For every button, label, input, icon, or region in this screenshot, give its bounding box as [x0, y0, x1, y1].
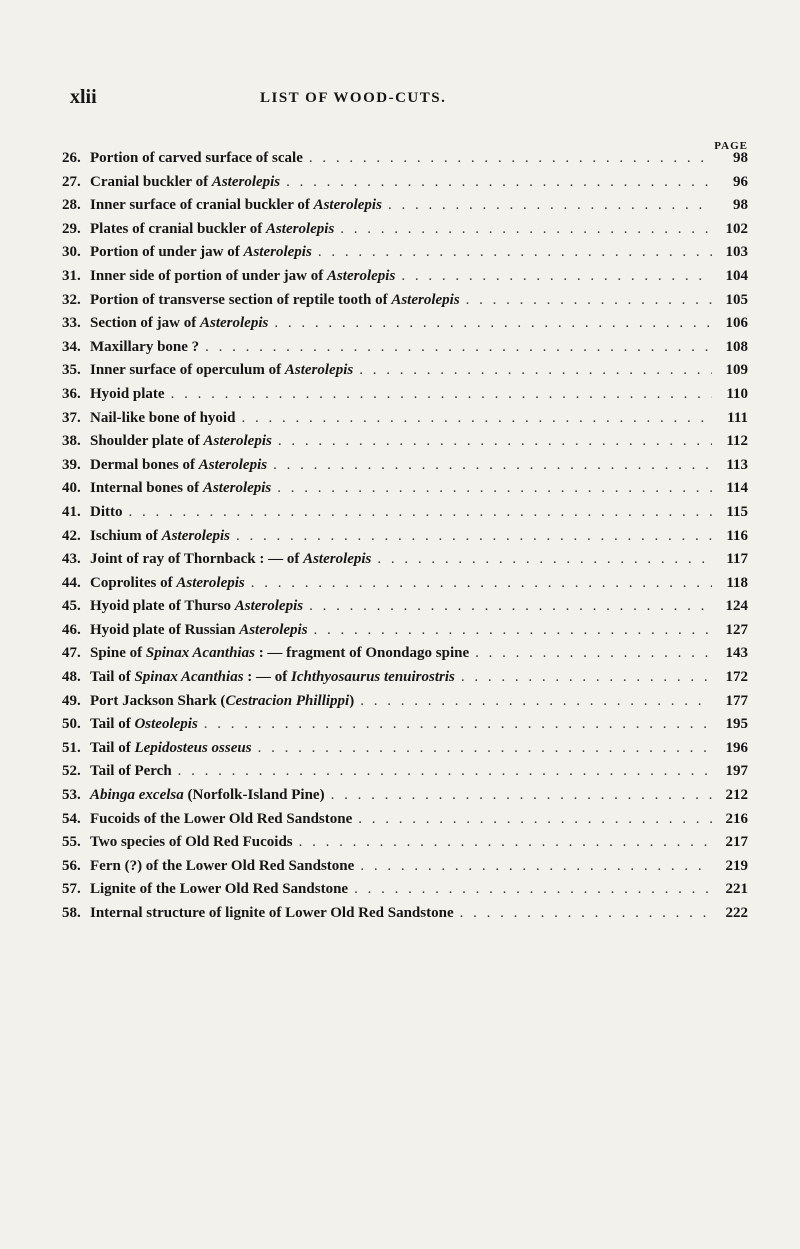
entry-title-text: Two species of Old Red Fucoids	[90, 834, 293, 851]
leader-dots	[314, 622, 712, 639]
entry-title	[90, 551, 371, 568]
entry-title-italic: Asterolepis	[198, 456, 268, 473]
entry-title-text: Plates of cranial buckler of	[90, 220, 266, 237]
entry-title	[90, 528, 230, 545]
list-item	[62, 150, 748, 174]
entry-title-text: Cranial buckler of	[90, 173, 212, 190]
entry-title-italic: Asterolepis	[234, 598, 304, 615]
entry-number: 52.	[62, 763, 81, 780]
entry-title-italic: Asterolepis	[202, 480, 272, 497]
list-item	[62, 244, 748, 268]
entry-number: 33.	[62, 315, 81, 332]
entry-number: 39.	[62, 456, 81, 473]
entry-page: 124	[725, 598, 748, 615]
leader-dots	[286, 174, 712, 191]
list-item	[62, 362, 748, 386]
entry-number: 50.	[62, 716, 81, 733]
leader-dots	[360, 693, 712, 710]
entry-page: 143	[725, 645, 748, 662]
list-item	[62, 292, 748, 316]
entry-title-text: )	[349, 692, 355, 709]
entry-title	[90, 315, 268, 332]
entry-title-italic: Asterolepis	[265, 220, 335, 237]
entry-title	[90, 174, 280, 191]
entry-title	[90, 480, 271, 497]
list-item	[62, 174, 748, 198]
entry-page: 106	[725, 315, 748, 332]
leader-dots	[340, 221, 712, 238]
entry-page: 217	[725, 834, 748, 851]
entry-title-italic: Asterolepis	[243, 244, 312, 261]
entry-title-text: Inner surface of operculum of	[90, 362, 285, 379]
entry-title	[90, 811, 352, 828]
entry-title-italic: Asterolepis	[203, 433, 272, 450]
entry-number: 41.	[62, 503, 81, 520]
leader-dots	[359, 362, 712, 379]
entry-title	[90, 457, 267, 474]
entry-number: 37.	[62, 409, 81, 426]
leader-dots	[171, 386, 712, 403]
entry-title-text: Tail of Perch	[90, 763, 172, 780]
entry-page: 172	[725, 669, 748, 686]
entry-title	[90, 292, 460, 309]
leader-dots	[277, 480, 712, 497]
entry-title-italic: Asterolepis	[326, 267, 396, 284]
leader-dots	[274, 315, 712, 332]
entry-page: 111	[727, 409, 748, 426]
entry-title-italic: Osteolepis	[134, 716, 198, 733]
list-item	[62, 740, 748, 764]
list-item	[62, 480, 748, 504]
entry-number: 36.	[62, 385, 81, 402]
list-item	[62, 386, 748, 410]
entry-number: 49.	[62, 692, 81, 709]
leader-dots	[278, 433, 712, 450]
list-item	[62, 268, 748, 292]
leader-dots	[309, 150, 712, 167]
entry-number: 54.	[62, 810, 81, 827]
entry-title-italic: Abinga excelsa	[90, 787, 184, 804]
leader-dots	[388, 197, 712, 214]
entry-title-text: Hyoid plate of Thurso	[90, 598, 235, 615]
leader-dots	[318, 244, 712, 261]
list-item	[62, 575, 748, 599]
entry-page: 195	[725, 716, 748, 733]
entry-title	[90, 221, 334, 238]
entry-page: 108	[725, 338, 748, 355]
entry-number: 44.	[62, 574, 81, 591]
entry-title	[90, 740, 252, 757]
entry-number: 32.	[62, 291, 81, 308]
entry-title-text: Dermal bones of	[90, 456, 199, 473]
list-item	[62, 645, 748, 669]
woodcut-list	[62, 150, 748, 929]
entry-title-text: : — of	[243, 669, 292, 686]
entry-number: 51.	[62, 739, 81, 756]
entry-title	[90, 669, 455, 686]
entry-number: 53.	[62, 787, 81, 804]
entry-title-text: (Norfolk-Island Pine)	[183, 787, 325, 804]
entry-title-text: Tail of	[90, 669, 135, 686]
entry-title-italic: Ichthyosaurus tenuirostris	[291, 669, 455, 686]
entry-title	[90, 881, 348, 898]
entry-title-text: Port Jackson Shark (	[90, 692, 226, 709]
list-item	[62, 811, 748, 835]
entry-title	[90, 433, 272, 450]
entry-page: 98	[733, 150, 748, 166]
entry-page: 117	[726, 551, 748, 568]
leader-dots	[460, 905, 712, 922]
entry-page: 115	[726, 503, 748, 520]
entry-number: 46.	[62, 621, 81, 638]
entry-title	[90, 197, 382, 214]
entry-title-italic: Spinax Acanthias	[134, 669, 244, 686]
entry-number: 47.	[62, 645, 81, 662]
entry-page: 109	[725, 362, 748, 379]
entry-title-text: Ditto	[90, 503, 123, 520]
entry-page: 196	[725, 739, 748, 756]
entry-page: 104	[725, 267, 748, 284]
entry-title-italic: Asterolepis	[239, 621, 308, 638]
list-item	[62, 669, 748, 693]
leader-dots	[204, 716, 712, 733]
leader-dots	[377, 551, 712, 568]
entry-title-text: : — fragment of Onondago spine	[254, 645, 470, 662]
entry-title	[90, 410, 235, 427]
entry-title	[90, 362, 353, 379]
entry-page: 216	[725, 810, 748, 827]
entry-number: 57.	[62, 881, 81, 898]
running-head-title: LIST OF WOOD-CUTS.	[260, 90, 447, 106]
leader-dots	[258, 740, 712, 757]
leader-dots	[461, 669, 712, 686]
entry-title-text: Hyoid plate	[90, 385, 165, 402]
entry-title-text: Nail-like bone of hyoid	[90, 409, 236, 426]
entry-number: 26.	[62, 150, 81, 166]
list-item	[62, 433, 748, 457]
entry-number: 42.	[62, 527, 81, 544]
list-item	[62, 598, 748, 622]
entry-page: 103	[725, 244, 748, 261]
entry-title	[90, 504, 123, 521]
entry-title	[90, 598, 303, 615]
entry-page: 110	[726, 385, 748, 402]
entry-title-text: Fucoids of the Lower Old Red Sandstone	[90, 810, 353, 827]
leader-dots	[236, 528, 712, 545]
list-item	[62, 315, 748, 339]
entry-title	[90, 858, 354, 875]
entry-title	[90, 787, 325, 804]
list-item	[62, 693, 748, 717]
entry-title-italic: Lepidosteus osseus	[134, 739, 252, 756]
entry-title	[90, 339, 199, 356]
entry-page: 96	[733, 173, 748, 190]
entry-title-italic: Cestracion Phillippi	[225, 692, 350, 709]
entry-number: 34.	[62, 338, 81, 355]
entry-title-italic: Asterolepis	[211, 173, 281, 190]
entry-title	[90, 622, 308, 639]
entry-page: 197	[725, 763, 748, 780]
entry-title-italic: Asterolepis	[284, 362, 354, 379]
entry-title-italic: Asterolepis	[303, 551, 372, 568]
list-item	[62, 528, 748, 552]
entry-page: 221	[725, 881, 748, 898]
leader-dots	[358, 811, 712, 828]
entry-title	[90, 905, 454, 922]
entry-title-italic: Spinax Acanthias	[145, 645, 255, 662]
entry-page: 116	[726, 527, 748, 544]
leader-dots	[205, 339, 712, 356]
list-item	[62, 787, 748, 811]
entry-title-text: Portion of transverse section of reptile tooth of	[90, 291, 392, 308]
entry-number: 27.	[62, 173, 81, 190]
entry-title-text: Hyoid plate of Russian	[90, 621, 240, 638]
entry-page: 102	[725, 220, 748, 237]
entry-title-italic: Asterolepis	[313, 197, 382, 214]
entry-title-text: Ischium of	[90, 527, 162, 544]
entry-title-text: Portion of under jaw of	[90, 244, 244, 261]
entry-page: 98	[733, 197, 748, 214]
leader-dots	[466, 292, 712, 309]
entry-title	[90, 645, 469, 662]
list-item	[62, 457, 748, 481]
list-item	[62, 410, 748, 434]
entry-number: 31.	[62, 267, 81, 284]
page-number: xlii	[70, 86, 97, 108]
entry-number: 35.	[62, 362, 81, 379]
entry-number: 58.	[62, 905, 81, 921]
entry-number: 48.	[62, 669, 81, 686]
entry-title	[90, 763, 172, 780]
list-item	[62, 622, 748, 646]
entry-title-text: Internal structure of lignite of Lower Old Red Sandstone	[90, 905, 454, 921]
entry-title	[90, 834, 293, 851]
entry-title	[90, 575, 245, 592]
entry-title-text: Maxillary bone ?	[90, 338, 200, 355]
entry-title-text: Lignite of the Lower Old Red Sandstone	[90, 881, 349, 898]
list-item	[62, 858, 748, 882]
page-column-heading: PAGE	[714, 140, 748, 152]
list-item	[62, 504, 748, 528]
leader-dots	[178, 763, 712, 780]
list-item	[62, 905, 748, 929]
entry-page: 113	[726, 456, 748, 473]
list-item	[62, 551, 748, 575]
leader-dots	[273, 457, 712, 474]
entry-page: 219	[725, 857, 748, 874]
entry-title-text: Internal bones of	[90, 480, 203, 497]
entry-title-text: Inner side of portion of under jaw of	[90, 267, 327, 284]
list-item	[62, 339, 748, 363]
leader-dots	[241, 410, 712, 427]
entry-title-text: Coprolites of	[90, 574, 177, 591]
list-item	[62, 197, 748, 221]
entry-page: 127	[725, 621, 748, 638]
list-item	[62, 763, 748, 787]
entry-number: 55.	[62, 834, 81, 851]
leader-dots	[401, 268, 712, 285]
entry-number: 45.	[62, 598, 81, 615]
entry-title-text: Tail of	[90, 716, 135, 733]
entry-page: 212	[725, 787, 748, 804]
entry-title	[90, 693, 354, 710]
entry-title	[90, 716, 198, 733]
entry-title	[90, 244, 312, 261]
entry-number: 30.	[62, 244, 81, 261]
entry-number: 40.	[62, 480, 81, 497]
entry-number: 38.	[62, 433, 81, 450]
entry-number: 56.	[62, 857, 81, 874]
entry-title-italic: Asterolepis	[199, 315, 269, 332]
leader-dots	[251, 575, 712, 592]
entry-title	[90, 268, 395, 285]
running-head	[70, 86, 730, 110]
entry-page: 105	[725, 291, 748, 308]
entry-page: 114	[726, 480, 748, 497]
list-item	[62, 834, 748, 858]
entry-number: 28.	[62, 197, 81, 214]
entry-title-text: Tail of	[90, 739, 135, 756]
entry-page: 112	[726, 433, 748, 450]
leader-dots	[331, 787, 712, 804]
list-item	[62, 221, 748, 245]
entry-title-text: Fern (?) of the Lower Old Red Sandstone	[90, 857, 355, 874]
entry-title-text: Section of jaw of	[90, 315, 200, 332]
list-item	[62, 716, 748, 740]
entry-title-italic: Asterolepis	[161, 527, 231, 544]
leader-dots	[475, 645, 712, 662]
entry-title-italic: Asterolepis	[391, 291, 460, 308]
leader-dots	[360, 858, 712, 875]
entry-title	[90, 386, 165, 403]
entry-title-text: Portion of carved surface of scale	[90, 150, 303, 166]
leader-dots	[299, 834, 712, 851]
leader-dots	[309, 598, 712, 615]
entry-page: 177	[725, 692, 748, 709]
entry-number: 29.	[62, 220, 81, 237]
entry-page: 118	[726, 574, 748, 591]
leader-dots	[354, 881, 712, 898]
entry-page: 222	[725, 905, 748, 921]
entry-title-italic: Asterolepis	[176, 574, 245, 591]
entry-title-text: Joint of ray of Thornback : — of	[90, 551, 304, 568]
entry-title	[90, 150, 303, 167]
entry-title-text: Inner surface of cranial buckler of	[90, 197, 314, 214]
entry-number: 43.	[62, 551, 81, 568]
entry-title-text: Shoulder plate of	[90, 433, 204, 450]
leader-dots	[129, 504, 713, 521]
entry-title-text: Spine of	[90, 645, 146, 662]
list-item	[62, 881, 748, 905]
